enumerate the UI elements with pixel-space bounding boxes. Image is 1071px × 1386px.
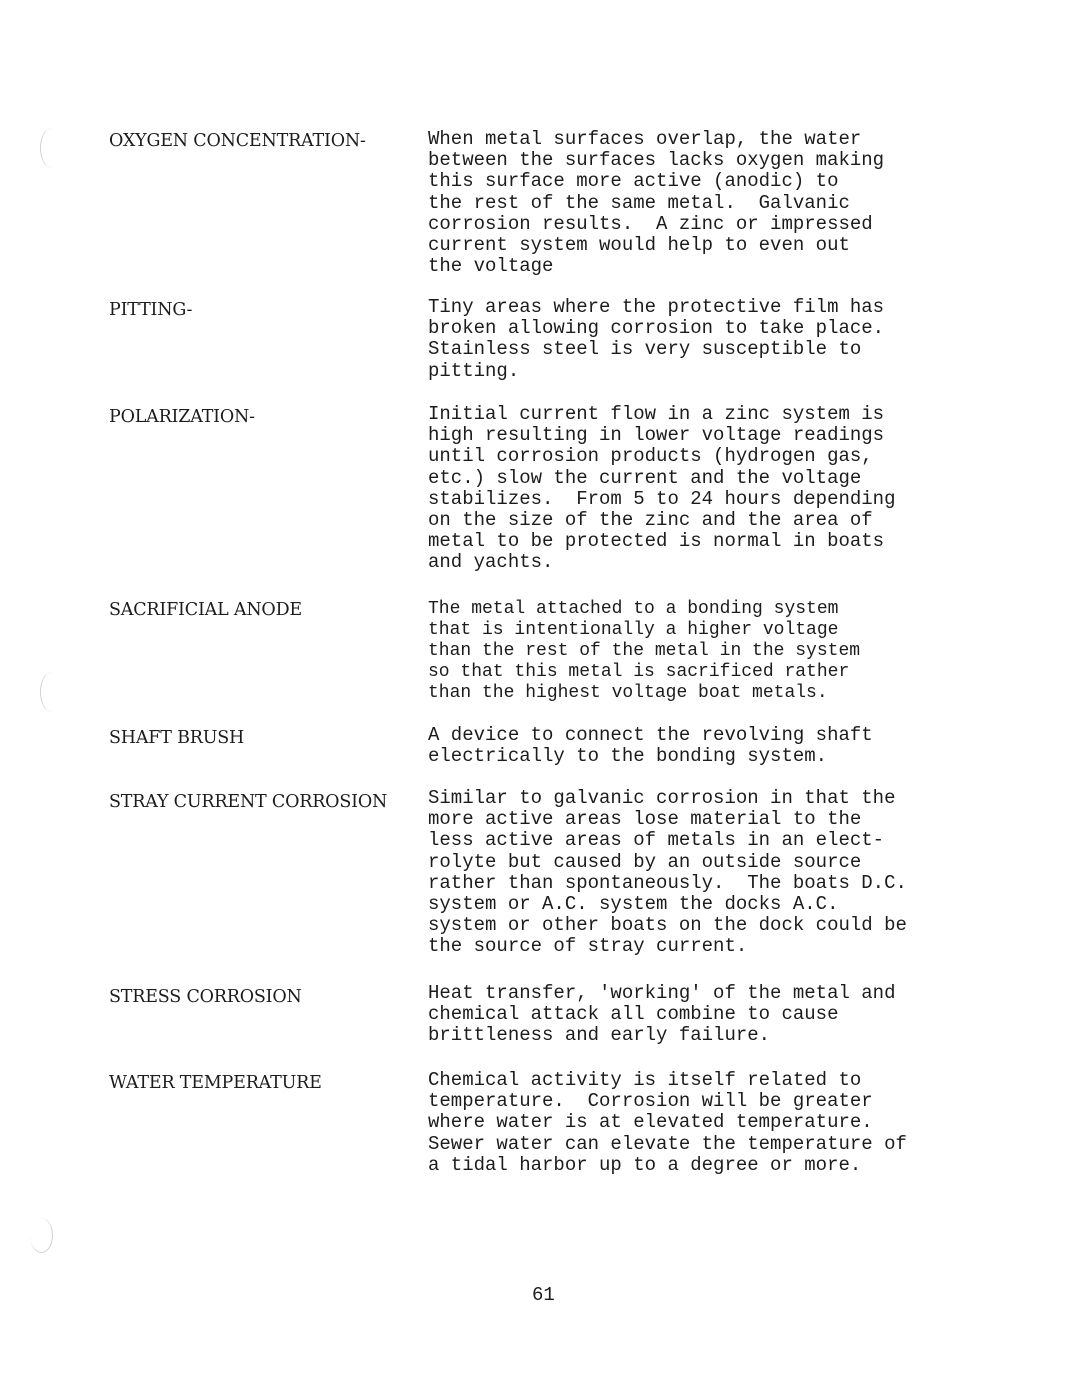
glossary-term: STRESS CORROSION xyxy=(109,987,302,1007)
glossary-definition: When metal surfaces overlap, the water between the surfaces lacks oxygen making this surface more active (anodic) to the rest of the same metal. Galvanic corrosion results. A zinc or impressed current system would help to even out the voltage xyxy=(428,128,885,278)
glossary-term: POLARIZATION- xyxy=(109,407,255,427)
glossary-definition: Initial current flow in a zinc system is high resulting in lower voltage readings until corrosion products (hydrogen gas, etc.) slow the current and the voltage stabilizes. From 5 to 24 hours depending on the size of the zinc and the area of metal to be protected is normal in boats and yachts. xyxy=(428,403,896,574)
glossary-term: OXYGEN CONCENTRATION- xyxy=(109,131,366,151)
glossary-definition: Heat transfer, 'working' of the metal and chemical attack all combine to cause brittleness and early failure. xyxy=(428,982,896,1047)
glossary-term: WATER TEMPERATURE xyxy=(109,1073,322,1093)
page-number: 61 xyxy=(532,1284,555,1306)
binding-hole-mark xyxy=(40,672,63,712)
glossary-term: SACRIFICIAL ANODE xyxy=(109,600,302,620)
glossary-term: PITTING- xyxy=(109,300,193,320)
glossary-term: SHAFT BRUSH xyxy=(109,728,245,748)
glossary-definition: Similar to galvanic corrosion in that the more active areas lose material to the less active areas of metals in an elect- rolyte but caused by an outside source rather than spontaneously. The boats D.C. system or A.C. system the docks A.C. system or other boats on the dock could be the source of stray current. xyxy=(428,787,907,958)
glossary-definition: Chemical activity is itself related to temperature. Corrosion will be greater where water is at elevated temperature. Sewer water can elevate the temperature of a tidal harbor up to a degree or more. xyxy=(428,1069,907,1176)
glossary-definition: The metal attached to a bonding system that is intentionally a higher voltage than the rest of the metal in the system so that this metal is sacrificed rather than the highest voltage boat metals. xyxy=(428,599,861,703)
glossary-definition: A device to connect the revolving shaft electrically to the bonding system. xyxy=(428,724,873,768)
glossary-term: STRAY CURRENT CORROSION xyxy=(109,792,388,812)
binding-hole-mark xyxy=(40,128,63,168)
glossary-definition: Tiny areas where the protective film has broken allowing corrosion to take place. Stainless steel is very susceptible to pitting. xyxy=(428,296,885,382)
binding-hole-mark xyxy=(30,1218,53,1253)
